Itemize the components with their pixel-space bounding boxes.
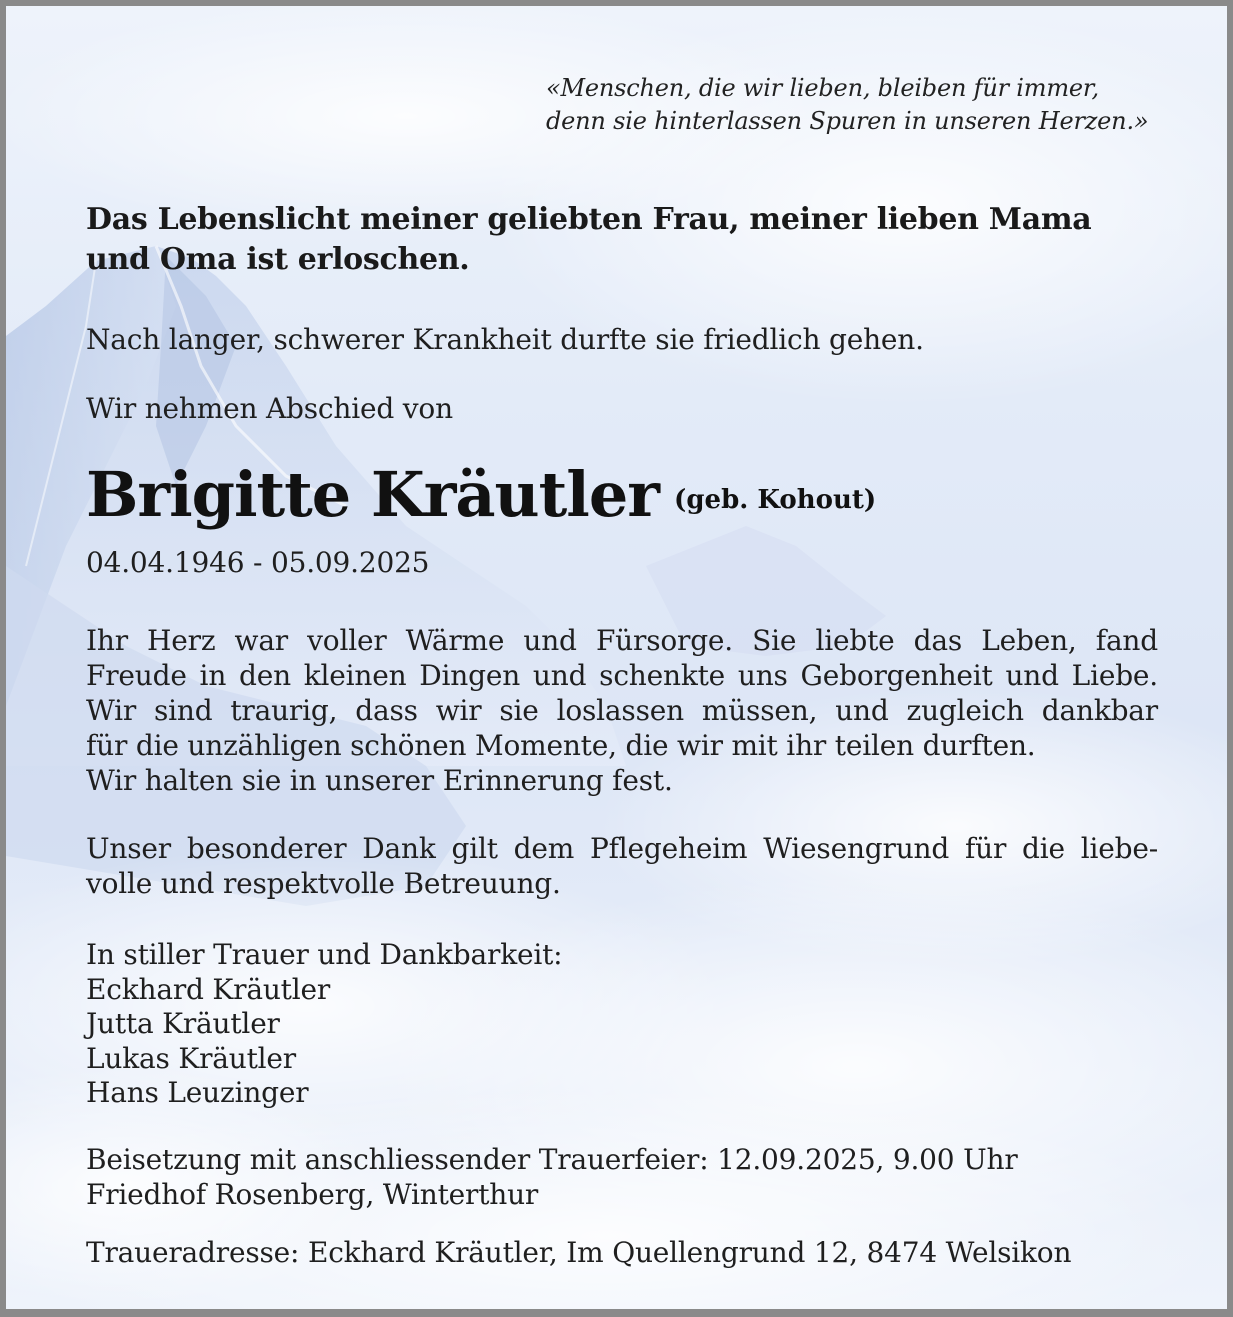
funeral-line: Friedhof Rosenberg, Winterthur — [86, 1178, 539, 1211]
tribute-line: Ihr Herz war voller Wärme und Fürsorge. Sie liebte das Leben, fand — [86, 624, 1158, 657]
mourner-name: Hans Leuzinger — [86, 1076, 309, 1109]
memorial-quote — [546, 72, 1148, 138]
mourner-name: Eckhard Kräutler — [86, 972, 331, 1006]
tribute-line: Wir sind traurig, dass wir sie loslassen müssen, und zugleich dankbar — [86, 694, 1158, 727]
illness-text: Nach langer, schwerer Krankheit durfte sie friedlich gehen. — [86, 323, 924, 356]
quote-line: «Menschen, die wir lieben, bleiben für immer, — [546, 74, 1099, 102]
mourners-heading: In stiller Trauer und Dankbarkeit: — [86, 938, 563, 971]
funeral-details — [86, 1142, 1018, 1212]
thanks-paragraph — [86, 831, 1158, 901]
intro-line: Das Lebenslicht meiner geliebten Frau, meiner lieben Mama — [86, 202, 1092, 237]
notice-content — [6, 6, 1227, 1309]
funeral-line: Beisetzung mit anschliessender Trauerfeier: 12.09.2025, 9.00 Uhr — [86, 1143, 1018, 1176]
tribute-line: Wir halten sie in unserer Erinnerung fest. — [86, 764, 673, 797]
thanks-line: volle und respektvolle Betreuung. — [86, 867, 561, 900]
thanks-line: Unser besonderer Dank gilt dem Pflegeheim Wiesengrund für die liebe- — [86, 832, 1158, 865]
intro-heading — [86, 200, 1166, 280]
mourners-list — [86, 938, 562, 1111]
farewell-text: Wir nehmen Abschied von — [86, 392, 453, 425]
mourner-name: Jutta Kräutler — [86, 1007, 280, 1040]
intro-line: und Oma ist erloschen. — [86, 242, 470, 277]
quote-line: denn sie hinterlassen Spuren in unseren Herzen.» — [546, 107, 1149, 135]
tribute-line: Freude in den kleinen Dingen und schenkte uns Geborgenheit und Liebe. — [86, 659, 1158, 692]
mourning-address: Traueradresse: Eckhard Kräutler, Im Quellengrund 12, 8474 Welsikon — [86, 1236, 1072, 1269]
deceased-name-row — [86, 458, 876, 531]
tribute-paragraph — [86, 623, 1158, 798]
maiden-name: (geb. Kohout) — [674, 485, 877, 515]
deceased-name: Brigitte Kräutler — [86, 458, 659, 531]
mourner-name: Lukas Kräutler — [86, 1041, 296, 1075]
life-dates: 04.04.1946 - 05.09.2025 — [86, 546, 430, 579]
tribute-line: für die unzähligen schönen Momente, die wir mit ihr teilen durften. — [86, 729, 1036, 762]
